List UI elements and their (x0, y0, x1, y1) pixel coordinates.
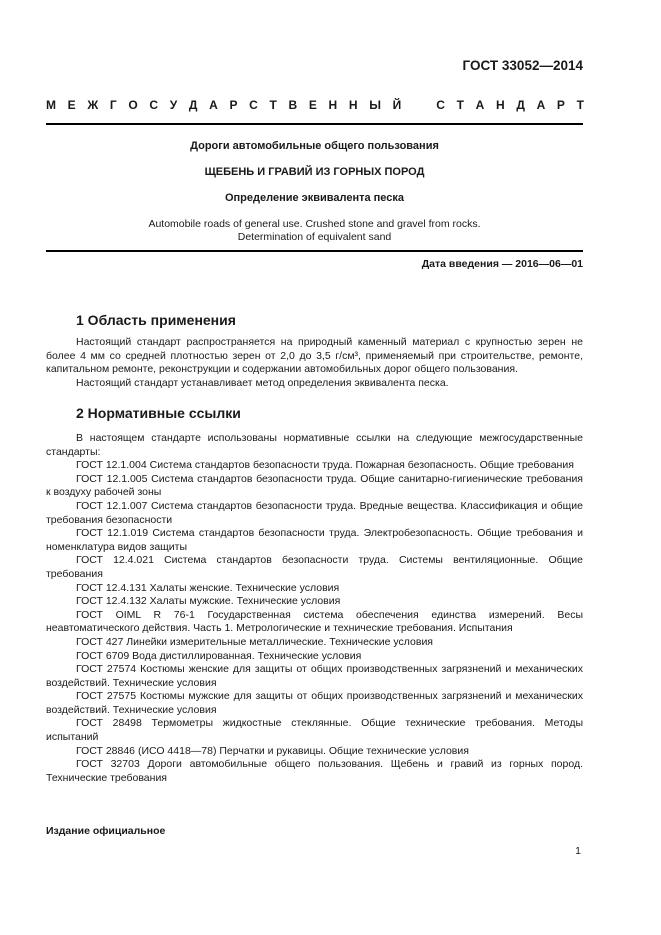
banner-letter: Г (109, 98, 117, 112)
reference-item: ГОСТ 27574 Костюмы женские для защиты от общих производственных загрязнений и механических воздействий. Технические условия (46, 663, 583, 689)
banner-letter: Ж (87, 98, 99, 112)
banner-letter: Й (392, 98, 402, 112)
banner-letter: Р (229, 98, 238, 112)
section-2-intro: В настоящем стандарте использованы нормативные ссылки на следующие межгосударственные стандарты: (46, 432, 583, 458)
banner-letter: Е (308, 98, 317, 112)
banner-letter: М (46, 98, 56, 112)
banner-letter: С (149, 98, 159, 112)
official-edition-label: Издание официальное (46, 825, 166, 837)
reference-item: ГОСТ 12.4.131 Халаты женские. Технические условия (76, 581, 340, 594)
title-line-2: ЩЕБЕНЬ И ГРАВИЙ ИЗ ГОРНЫХ ПОРОД (204, 166, 425, 178)
reference-item: ГОСТ 32703 Дороги автомобильные общего пользования. Щебень и гравий из горных пород. Технические требования (46, 758, 583, 784)
banner-letter: О (128, 98, 138, 112)
banner-letter: Т (269, 98, 277, 112)
reference-item: ГОСТ 12.1.019 Система стандартов безопасности труда. Электробезопасность. Общие требования и номенклатура видов защиты (46, 527, 583, 553)
banner-letter: Ы (369, 98, 381, 112)
banner-letter: В (288, 98, 298, 112)
banner-letter: Н (348, 98, 358, 112)
banner-letter: Н (495, 98, 505, 112)
banner-letter: Т (576, 98, 584, 112)
reference-item: ГОСТ 28846 (ИСО 4418—78) Перчатки и рукавицы. Общие технические условия (76, 744, 469, 757)
section-1-paragraph-1: Настоящий стандарт распространяется на природный каменный материал с крупностью зерен не более 4 мм со средней плотностью зерен от 2,0 до 3,5 г/см³, применяемый при строительстве, ремонте, капитальном ремонте, реконструкции и содержании автомобильных дорог общего пользования. (46, 336, 583, 376)
reference-item: ГОСТ 12.1.005 Система стандартов безопасности труда. Общие санитарно-гигиенические требования к воздуху рабочей зоны (46, 472, 583, 499)
banner-letter: Д (516, 98, 525, 112)
section-2-body (46, 432, 583, 785)
banner-letter: Е (67, 98, 76, 112)
reference-item: ГОСТ 12.1.007 Система стандартов безопасности труда. Вредные вещества. Классификация и общие требования безопасности (46, 499, 583, 526)
title-line-3: Определение эквивалента песка (224, 192, 405, 204)
reference-item: ГОСТ 28498 Термометры жидкостные стеклянные. Общие технические требования. Методы испытаний (46, 717, 583, 744)
section-1-body (46, 336, 583, 390)
reference-item: ГОСТ 12.4.132 Халаты мужские. Технические условия (76, 595, 341, 608)
interstate-standard-banner (46, 98, 584, 112)
reference-item: ГОСТ OIML R 76-1 Государственная система обеспечения единства измерений. Весы неавтоматического действия. Часть 1. Метрологические и технические требования. Испытания (46, 608, 583, 635)
reference-item: ГОСТ 6709 Вода дистиллированная. Технические условия (76, 649, 362, 662)
banner-letter: А (209, 98, 218, 112)
banner-letter: Т (456, 98, 464, 112)
banner-letter: Н (328, 98, 338, 112)
reference-item: ГОСТ 12.1.004 Система стандартов безопасности труда. Пожарная безопасность. Общие требования (76, 459, 574, 472)
banner-letter: Д (188, 98, 198, 112)
banner-letter: А (475, 98, 485, 112)
english-title-line-1: Automobile roads of general use. Crushed stone and gravel from rocks. (148, 218, 481, 230)
english-title (46, 218, 583, 244)
reference-item: ГОСТ 27575 Костюмы мужские для защиты от общих производственных загрязнений и механических воздействий. Технические условия (46, 690, 583, 716)
title-line-1: Дороги автомобильные общего пользования (190, 140, 439, 152)
banner-letter: А (536, 98, 546, 112)
section-2-heading: 2 Нормативные ссылки (76, 405, 241, 421)
reference-item: ГОСТ 427 Линейки измерительные металлические. Технические условия (76, 635, 433, 648)
section-1-heading: 1 Область применения (76, 312, 236, 328)
banner-letter: У (169, 98, 178, 112)
introduction-date: Дата введения — 2016—06—01 (421, 258, 583, 270)
section-1-paragraph-2: Настоящий стандарт устанавливает метод определения эквивалента песка. (76, 376, 449, 389)
bottom-divider (46, 250, 583, 252)
reference-item: ГОСТ 12.4.021 Система стандартов безопасности труда. Системы вентиляционные. Общие требования (46, 554, 583, 580)
banner-letter: С (249, 98, 258, 112)
top-divider (46, 123, 583, 125)
page-number: 1 (575, 845, 581, 857)
english-title-line-2: Determination of equivalent sand (237, 231, 392, 243)
document-code: ГОСТ 33052—2014 (462, 58, 583, 73)
banner-letter: С (436, 98, 445, 112)
reference-list (46, 459, 583, 785)
banner-letter: Р (556, 98, 565, 112)
